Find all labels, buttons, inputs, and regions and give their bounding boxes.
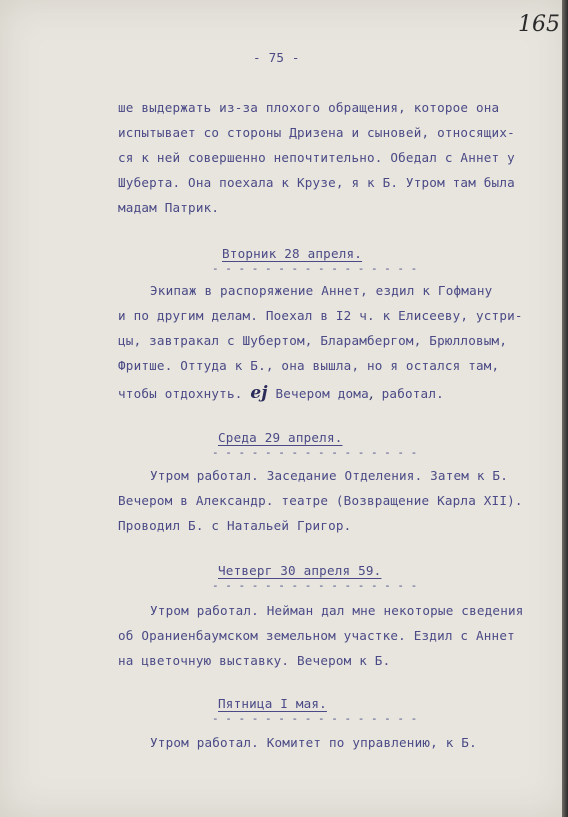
dash-rule: - - - - - - - - - - - - - - - - [212,712,418,725]
entry-heading: Четверг 30 апреля 59. [218,563,382,578]
dash-rule: - - - - - - - - - - - - - - - - [212,262,418,275]
text-line: испытывает со стороны Дризена и сыновей, относящих- [118,125,515,140]
text-line: об Ораниенбаумском земельном участке. Ездил с Аннет [118,628,515,643]
text-line: мадам Патрик. [118,200,220,215]
typed-page-number: - 75 - [253,50,300,65]
text-line: Утром работал. Нейман дал мне некоторые сведения [150,603,524,618]
text-segment: работал. [381,386,444,401]
entry-heading: Среда 29 апреля. [218,430,343,445]
handwritten-comma: , [368,384,374,402]
text-segment: Вечером дома [275,386,369,401]
dash-rule: - - - - - - - - - - - - - - - - [212,446,418,459]
entry-heading: Вторник 28 апреля. [222,246,363,261]
dash-rule: - - - - - - - - - - - - - - - - [212,579,418,592]
text-line: Вечером в Александр. театре (Возвращение Карла XII). [118,493,523,508]
text-line: Экипаж в распоряжение Аннет, ездил к Гофману [150,283,493,298]
entry-heading: Пятница I мая. [218,696,327,711]
archive-page-number: 165 [518,12,560,37]
text-line: Шуберта. Она поехала к Крузе, я к Б. Утром там была [118,175,515,190]
text-line: Проводил Б. с Натальей Григор. [118,518,352,533]
text-segment: чтобы отдохнуть. [118,386,243,401]
text-line: цы, завтракал с Шубертом, Бларамбергом, Брюлловым, [118,333,508,348]
text-line: Фритше. Оттуда к Б., она вышла, но я остался там, [118,358,500,373]
text-line: на цветочную выставку. Вечером к Б. [118,653,391,668]
page-edge [562,0,568,817]
text-line: ся к ней совершенно непочтительно. Обедал с Аннет у [118,150,515,165]
text-line: Утром работал. Комитет по управлению, к Б. [150,735,477,750]
text-line: и по другим делам. Поехал в I2 ч. к Елисееву, устри- [118,308,523,323]
text-line: Утром работал. Заседание Отделения. Затем к Б. [150,468,508,483]
handwritten-mark: ej [250,383,268,403]
text-line-with-annotation [118,383,444,403]
text-line: ше выдержать из-за плохого обращения, которое она [118,100,500,115]
